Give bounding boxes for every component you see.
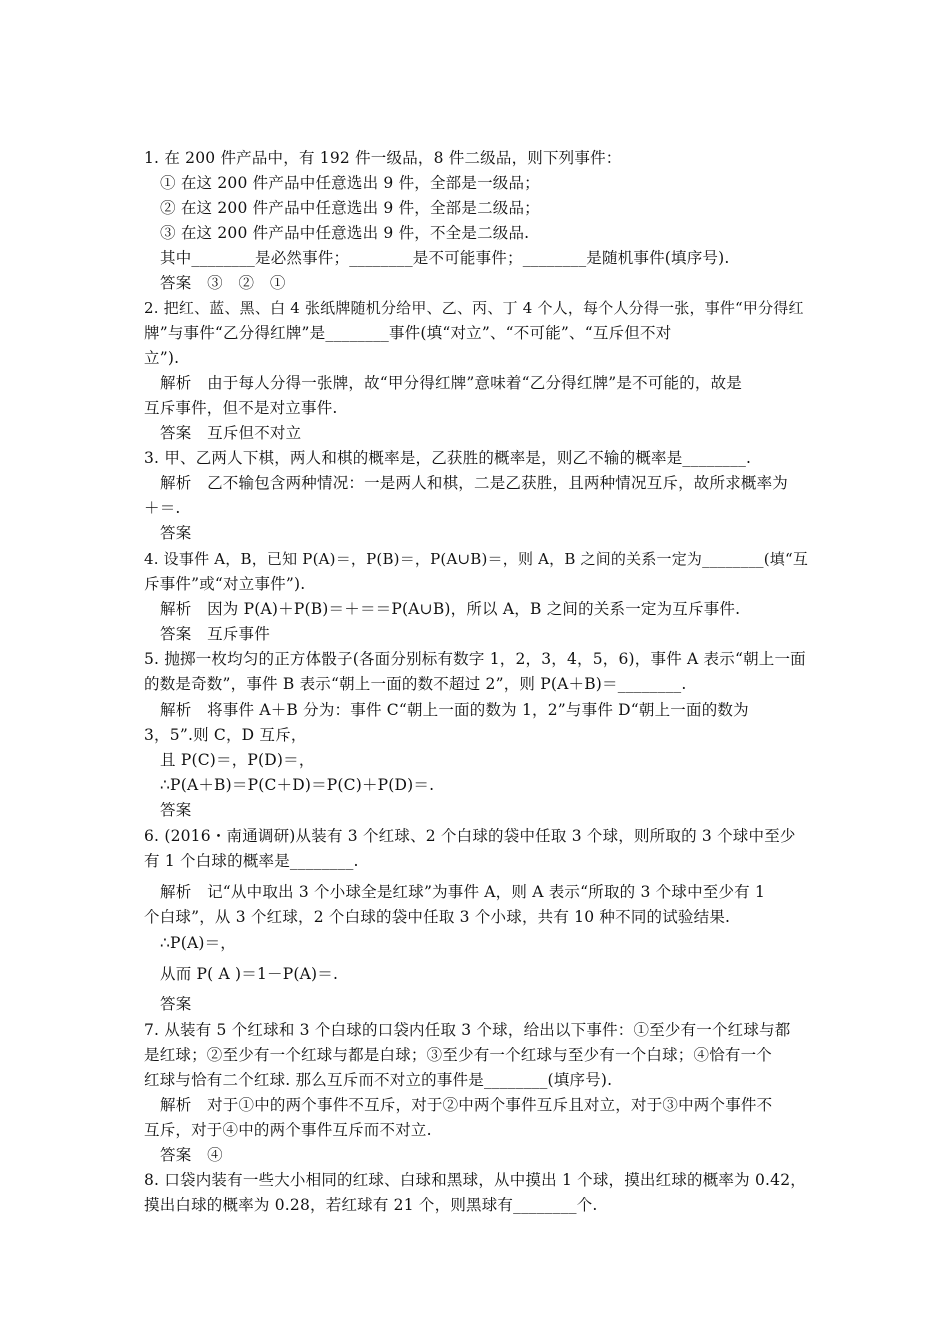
problem-5-analysis: 解析 将事件 A＋B 分为：事件 C“朝上一面的数为 1，2”与事件 D“朝上一面的数为	[160, 701, 749, 719]
problem-4-answer: 答案 互斥事件	[160, 625, 270, 643]
problem-6-analysis-cont: 个白球”，从 3 个红球，2 个白球的袋中任取 3 个小球，共有 10 种不同的试验结果.	[144, 908, 731, 926]
problem-6-analysis: 解析 记“从中取出 3 个小球全是红球”为事件 A，则 A 表示“所取的 3 个球中至少有 1	[160, 883, 766, 901]
problem-5-stem: 5. 抛掷一枚均匀的正方体骰子(各面分别标有数字 1，2，3，4，5，6)，事件 A 表示“朝上一面	[144, 650, 806, 668]
problem-7-analysis-cont: 互斥，对于④中的两个事件互斥而不对立.	[144, 1121, 432, 1139]
problem-3-stem: 3. 甲、乙两人下棋，两人和棋的概率是，乙获胜的概率是，则乙不输的概率是________.	[144, 449, 752, 467]
problem-1-event-3: ③ 在这 200 件产品中任意选出 9 件，不全是二级品.	[160, 224, 530, 242]
problem-4-stem-cont: 斥事件”或“对立事件”).	[144, 575, 306, 593]
problem-1-answer: 答案 ③ ② ①	[160, 274, 286, 292]
problem-1-question: 其中________是必然事件；________是不可能事件；________是随机事件(填序号).	[160, 249, 730, 267]
problem-7-answer: 答案 ④	[160, 1146, 223, 1164]
problem-2-analysis-cont: 互斥事件，但不是对立事件.	[144, 399, 338, 417]
problem-8-stem-cont: 摸出白球的概率为 0.28，若红球有 21 个，则黑球有________个.	[144, 1196, 598, 1214]
problem-4-stem: 4. 设事件 A，B，已知 P(A)＝，P(B)＝，P(A∪B)＝，则 A，B 之间的关系一定为________(填“互	[144, 550, 809, 568]
problem-2-analysis: 解析 由于每人分得一张牌，故“甲分得红牌”意味着“乙分得红牌”是不可能的，故是	[160, 374, 742, 392]
problem-8-stem: 8. 口袋内装有一些大小相同的红球、白球和黑球，从中摸出 1 个球，摸出红球的概率为 0.42，	[144, 1171, 806, 1189]
problem-7-analysis: 解析 对于①中的两个事件不互斥，对于②中两个事件互斥且对立，对于③中两个事件不	[160, 1096, 773, 1114]
problem-2-answer: 答案 互斥但不对立	[160, 424, 302, 442]
problem-2-stem: 2. 把红、蓝、黑、白 4 张纸牌随机分给甲、乙、丙、丁 4 个人，每个人分得一张，事件“甲分得红	[144, 299, 804, 317]
problem-7-stem-cont: 红球与恰有二个红球. 那么互斥而不对立的事件是________(填序号).	[144, 1071, 613, 1089]
problem-5-answer: 答案	[160, 801, 192, 819]
problem-6-answer: 答案	[160, 995, 192, 1013]
problem-1-event-1: ① 在这 200 件产品中任意选出 9 件，全部是一级品；	[160, 174, 540, 192]
problem-1-event-2: ② 在这 200 件产品中任意选出 9 件，全部是二级品；	[160, 199, 540, 217]
problem-4-analysis: 解析 因为 P(A)＋P(B)＝＋＝＝P(A∪B)，所以 A，B 之间的关系一定为互斥事件.	[160, 600, 741, 618]
problem-7-stem: 7. 从装有 5 个红球和 3 个白球的口袋内任取 3 个球，给出以下事件：①至少有一个红球与都	[144, 1021, 791, 1039]
problem-7-stem-cont: 是红球；②至少有一个红球与都是白球；③至少有一个红球与至少有一个白球；④恰有一个	[144, 1046, 773, 1064]
problem-3-answer: 答案	[160, 524, 192, 542]
problem-3-analysis: 解析 乙不输包含两种情况：一是两人和棋，二是乙获胜，且两种情况互斥，故所求概率为	[160, 474, 789, 492]
problem-1-stem: 1. 在 200 件产品中，有 192 件一级品，8 件二级品，则下列事件：	[144, 149, 622, 167]
problem-2-stem-cont: 牌”与事件“乙分得红牌”是________事件(填“对立”、“不可能”、“互斥但不对	[144, 324, 672, 342]
problem-6-analysis-cont: 从而 P( A )＝1－P(A)＝.	[160, 965, 339, 983]
problem-6-stem-cont: 有 1 个白球的概率是________.	[144, 852, 359, 870]
problem-5-analysis-cont: 且 P(C)＝，P(D)＝，	[160, 751, 315, 769]
problem-6-analysis-cont: ∴P(A)＝，	[160, 934, 236, 952]
problem-6-stem: 6. (2016・南通调研)从装有 3 个红球、2 个白球的袋中任取 3 个球，则所取的 3 个球中至少	[144, 827, 796, 845]
problem-3-analysis-cont: ＋＝.	[144, 499, 181, 517]
problem-5-stem-cont: 的数是奇数”，事件 B 表示“朝上一面的数不超过 2”，则 P(A＋B)＝________.	[144, 675, 687, 693]
problem-5-analysis-cont: 3，5”.则 C，D 互斥，	[144, 726, 307, 744]
problem-2-stem-cont: 立”).	[144, 349, 180, 367]
problem-5-analysis-cont: ∴P(A＋B)＝P(C＋D)＝P(C)＋P(D)＝.	[160, 776, 435, 794]
